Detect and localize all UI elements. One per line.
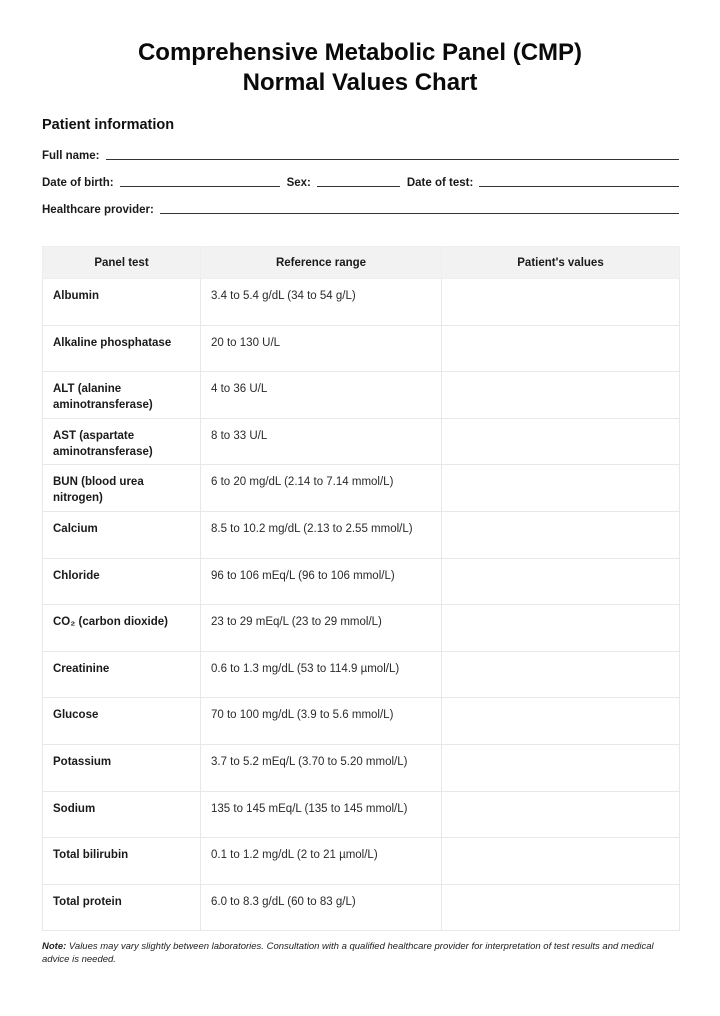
panel-test-cell: Creatinine bbox=[43, 651, 201, 698]
patient-value-cell[interactable] bbox=[442, 465, 680, 512]
patient-value-cell[interactable] bbox=[442, 511, 680, 558]
dob-label: Date of birth: bbox=[42, 177, 114, 189]
patient-value-cell[interactable] bbox=[442, 884, 680, 931]
dob-field[interactable] bbox=[120, 176, 280, 187]
full-name-row bbox=[42, 149, 679, 162]
patient-value-cell[interactable] bbox=[442, 279, 680, 326]
document-title bbox=[0, 38, 720, 98]
reference-range-cell: 0.1 to 1.2 mg/dL (2 to 21 µmol/L) bbox=[201, 838, 442, 885]
patient-value-cell[interactable] bbox=[442, 651, 680, 698]
reference-range-cell: 6.0 to 8.3 g/dL (60 to 83 g/L) bbox=[201, 884, 442, 931]
sex-label: Sex: bbox=[286, 177, 311, 189]
patient-value-cell[interactable] bbox=[442, 698, 680, 745]
header-panel-test: Panel test bbox=[43, 247, 201, 279]
panel-test-cell: Glucose bbox=[43, 698, 201, 745]
reference-range-cell: 4 to 36 U/L bbox=[201, 372, 442, 419]
panel-test-cell: Sodium bbox=[43, 791, 201, 838]
table-row bbox=[43, 605, 680, 652]
table-row bbox=[43, 325, 680, 372]
panel-test-cell: Total bilirubin bbox=[43, 838, 201, 885]
date-of-test-label: Date of test: bbox=[406, 177, 474, 189]
full-name-field[interactable] bbox=[106, 149, 679, 160]
patient-value-cell[interactable] bbox=[442, 325, 680, 372]
reference-range-cell: 0.6 to 1.3 mg/dL (53 to 114.9 µmol/L) bbox=[201, 651, 442, 698]
panel-test-cell: Total protein bbox=[43, 884, 201, 931]
table-row bbox=[43, 558, 680, 605]
panel-test-cell: Calcium bbox=[43, 511, 201, 558]
header-patient-values: Patient's values bbox=[442, 247, 680, 279]
sex-field[interactable] bbox=[317, 176, 400, 187]
table-row bbox=[43, 838, 680, 885]
table-row bbox=[43, 791, 680, 838]
patient-info-heading: Patient information bbox=[42, 117, 175, 133]
reference-range-cell: 3.4 to 5.4 g/dL (34 to 54 g/L) bbox=[201, 279, 442, 326]
provider-field[interactable] bbox=[160, 203, 679, 214]
table-row bbox=[43, 372, 680, 419]
reference-range-cell: 23 to 29 mEq/L (23 to 29 mmol/L) bbox=[201, 605, 442, 652]
table-row bbox=[43, 465, 680, 512]
panel-test-cell: Alkaline phosphatase bbox=[43, 325, 201, 372]
panel-test-cell: Chloride bbox=[43, 558, 201, 605]
title-line-1: Comprehensive Metabolic Panel (CMP) bbox=[137, 39, 583, 66]
patient-value-cell[interactable] bbox=[442, 744, 680, 791]
reference-range-cell: 96 to 106 mEq/L (96 to 106 mmol/L) bbox=[201, 558, 442, 605]
table-header-row bbox=[43, 247, 680, 279]
table-row bbox=[43, 884, 680, 931]
cmp-table-container bbox=[42, 246, 679, 931]
patient-value-cell[interactable] bbox=[442, 605, 680, 652]
reference-range-cell: 20 to 130 U/L bbox=[201, 325, 442, 372]
patient-value-cell[interactable] bbox=[442, 418, 680, 465]
reference-range-cell: 3.7 to 5.2 mEq/L (3.70 to 5.20 mmol/L) bbox=[201, 744, 442, 791]
date-of-test-field[interactable] bbox=[479, 176, 679, 187]
table-row bbox=[43, 651, 680, 698]
panel-test-cell: CO₂ (carbon dioxide) bbox=[43, 605, 201, 652]
panel-test-cell: BUN (blood urea nitrogen) bbox=[43, 465, 201, 512]
table-row bbox=[43, 744, 680, 791]
patient-value-cell[interactable] bbox=[442, 558, 680, 605]
panel-test-cell: AST (aspartate aminotransferase) bbox=[43, 418, 201, 465]
header-reference-range: Reference range bbox=[201, 247, 442, 279]
dob-sex-date-row bbox=[42, 176, 679, 189]
panel-test-cell: Potassium bbox=[43, 744, 201, 791]
note-text: Values may vary slightly between laboratories. Consultation with a qualified healthcare provider for interpretation of test results and medical advice is needed. bbox=[42, 941, 654, 965]
title-line-2: Normal Values Chart bbox=[242, 69, 478, 96]
patient-value-cell[interactable] bbox=[442, 838, 680, 885]
provider-label: Healthcare provider: bbox=[42, 204, 154, 216]
table-row bbox=[43, 279, 680, 326]
patient-value-cell[interactable] bbox=[442, 791, 680, 838]
table-row bbox=[43, 511, 680, 558]
cmp-values-table bbox=[42, 246, 680, 931]
provider-row bbox=[42, 203, 679, 216]
panel-test-cell: Albumin bbox=[43, 279, 201, 326]
note-label: Note: bbox=[42, 941, 67, 952]
reference-range-cell: 135 to 145 mEq/L (135 to 145 mmol/L) bbox=[201, 791, 442, 838]
reference-range-cell: 6 to 20 mg/dL (2.14 to 7.14 mmol/L) bbox=[201, 465, 442, 512]
reference-range-cell: 8 to 33 U/L bbox=[201, 418, 442, 465]
table-row bbox=[43, 418, 680, 465]
patient-value-cell[interactable] bbox=[442, 372, 680, 419]
reference-range-cell: 8.5 to 10.2 mg/dL (2.13 to 2.55 mmol/L) bbox=[201, 511, 442, 558]
footnote bbox=[42, 940, 682, 966]
panel-test-cell: ALT (alanine aminotransferase) bbox=[43, 372, 201, 419]
table-row bbox=[43, 698, 680, 745]
reference-range-cell: 70 to 100 mg/dL (3.9 to 5.6 mmol/L) bbox=[201, 698, 442, 745]
full-name-label: Full name: bbox=[42, 150, 100, 162]
